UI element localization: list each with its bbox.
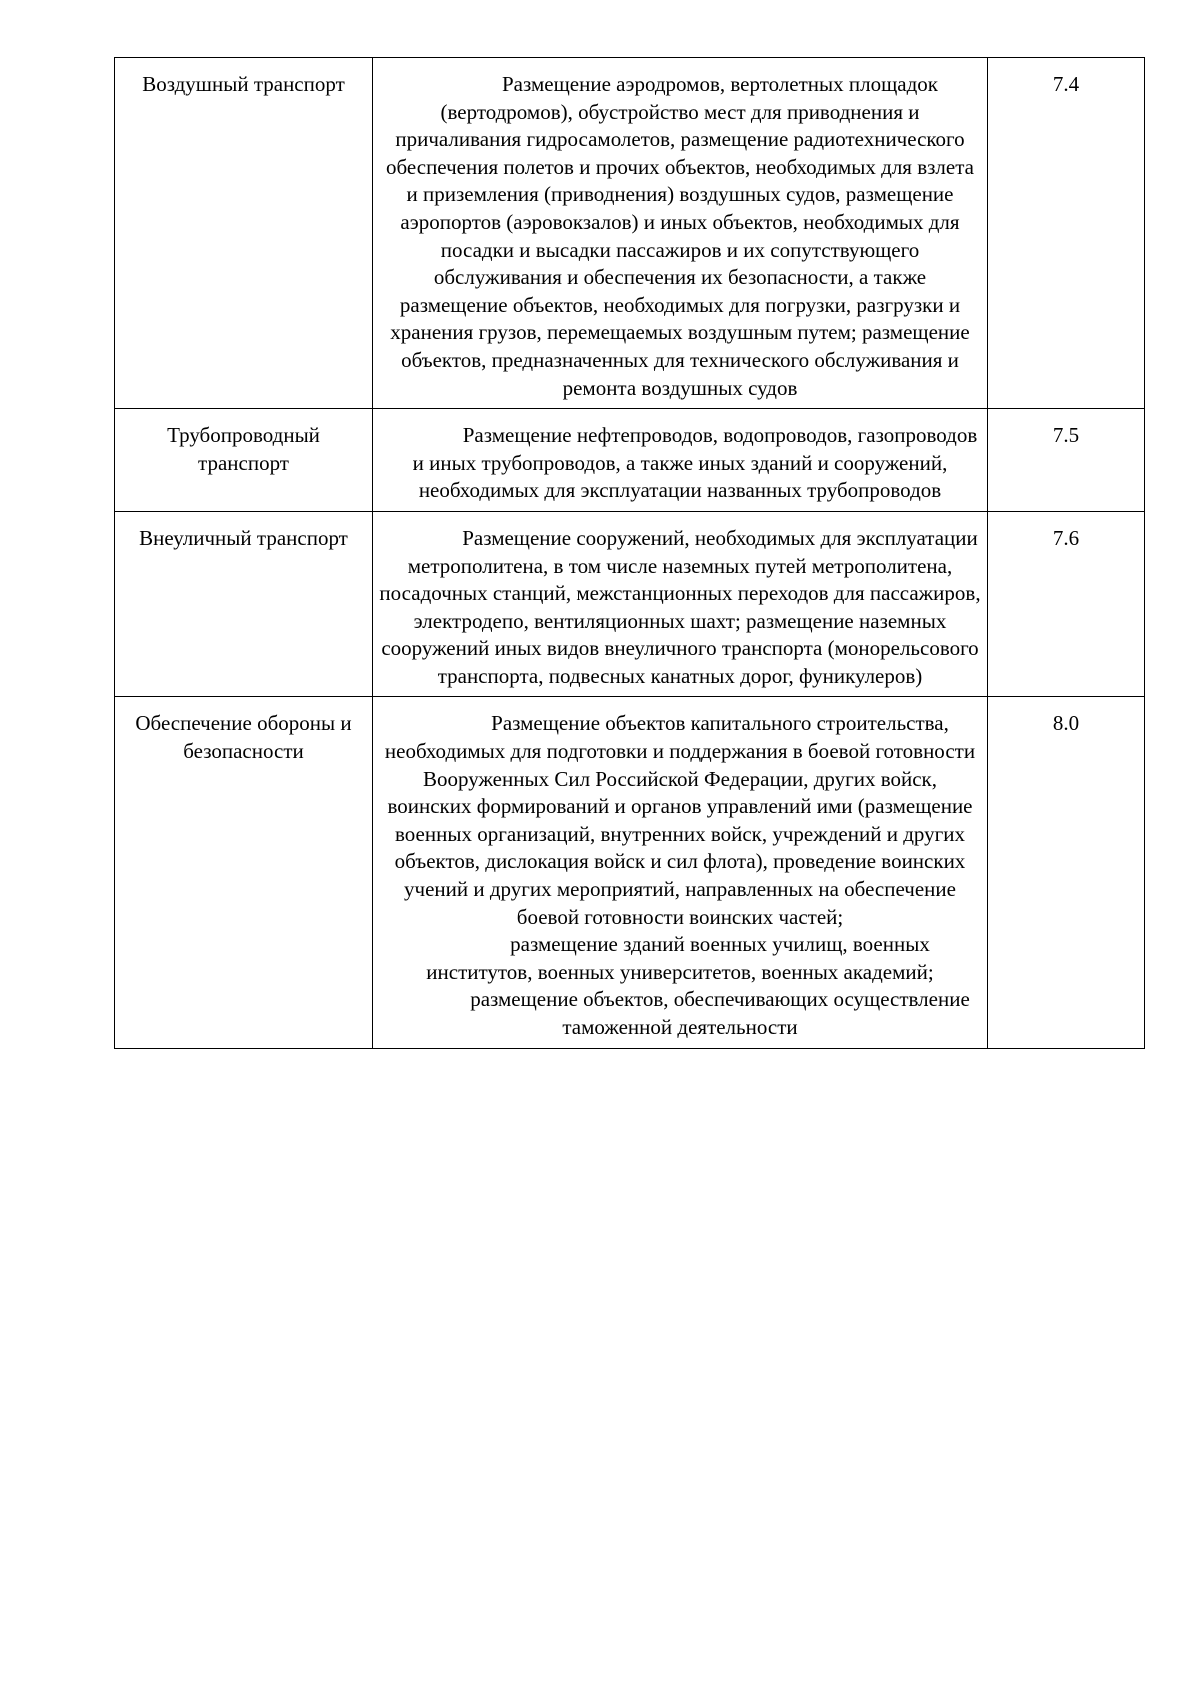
land-use-table xyxy=(114,57,1145,1049)
description-paragraph: Размещение нефтепроводов, водопроводов, газопроводов и иных трубопроводов, а также иных зданий и сооружений, необходимых для эксплуатации названных трубопроводов xyxy=(412,423,978,503)
use-type-code: 8.0 xyxy=(988,697,1145,1048)
use-type-description xyxy=(373,511,988,697)
description-paragraph: размещение зданий военных училищ, военных институтов, военных университетов, военных академий; xyxy=(426,932,934,984)
use-type-description xyxy=(373,58,988,409)
use-type-code: 7.6 xyxy=(988,511,1145,697)
use-type-name: Обеспечение обороны и безопасности xyxy=(115,697,373,1048)
description-paragraph: Размещение аэродромов, вертолетных площадок (вертодромов), обустройство мест для приводнения и причаливания гидросамолетов, размещение радиотехнического обеспечения полетов и прочих объектов, необходимых для взлета и приземления (приводнения) воздушных судов, размещение аэропортов (аэровокзалов) и иных объектов, необходимых для посадки и высадки пассажиров и их сопутствующего обслуживания и обеспечения их безопасности, а также размещение объектов, необходимых для погрузки, разгрузки и хранения грузов, перемещаемых воздушным путем; размещение объектов, предназначенных для технического обслуживания и ремонта воздушных судов xyxy=(386,72,974,400)
description-paragraph: Размещение сооружений, необходимых для эксплуатации метрополитена, в том числе наземных путей метрополитена, посадочных станций, межстанционных переходов для пассажиров, электродепо, вентиляционных шахт; размещение наземных сооружений иных видов внеуличного транспорта (монорельсового транспорта, подвесных канатных дорог, фуникулеров) xyxy=(379,525,981,688)
use-type-description xyxy=(373,697,988,1048)
table-row-pipeline-transport xyxy=(115,409,1145,512)
use-type-name: Трубопроводный транспорт xyxy=(115,409,373,512)
use-type-name: Воздушный транспорт xyxy=(115,58,373,409)
use-type-description xyxy=(373,409,988,512)
use-type-code: 7.5 xyxy=(988,409,1145,512)
description-paragraph: размещение объектов, обеспечивающих осуществление таможенной деятельности xyxy=(470,987,970,1039)
description-paragraph: Размещение объектов капитального строительства, необходимых для подготовки и поддержания в боевой готовности Вооруженных Сил Российской Федерации, других войск, воинских формирований и органов управлений ими (размещение военных организаций, внутренних войск, учреждений и других объектов, дислокация войск и сил флота), проведение воинских учений и других мероприятий, направленных на обеспечение боевой готовности воинских частей; xyxy=(384,711,976,929)
table-row-off-street-transport xyxy=(115,511,1145,697)
table-row-air-transport xyxy=(115,58,1145,409)
use-type-name: Внеуличный транспорт xyxy=(115,511,373,697)
table-row-defense-security xyxy=(115,697,1145,1048)
use-type-code: 7.4 xyxy=(988,58,1145,409)
